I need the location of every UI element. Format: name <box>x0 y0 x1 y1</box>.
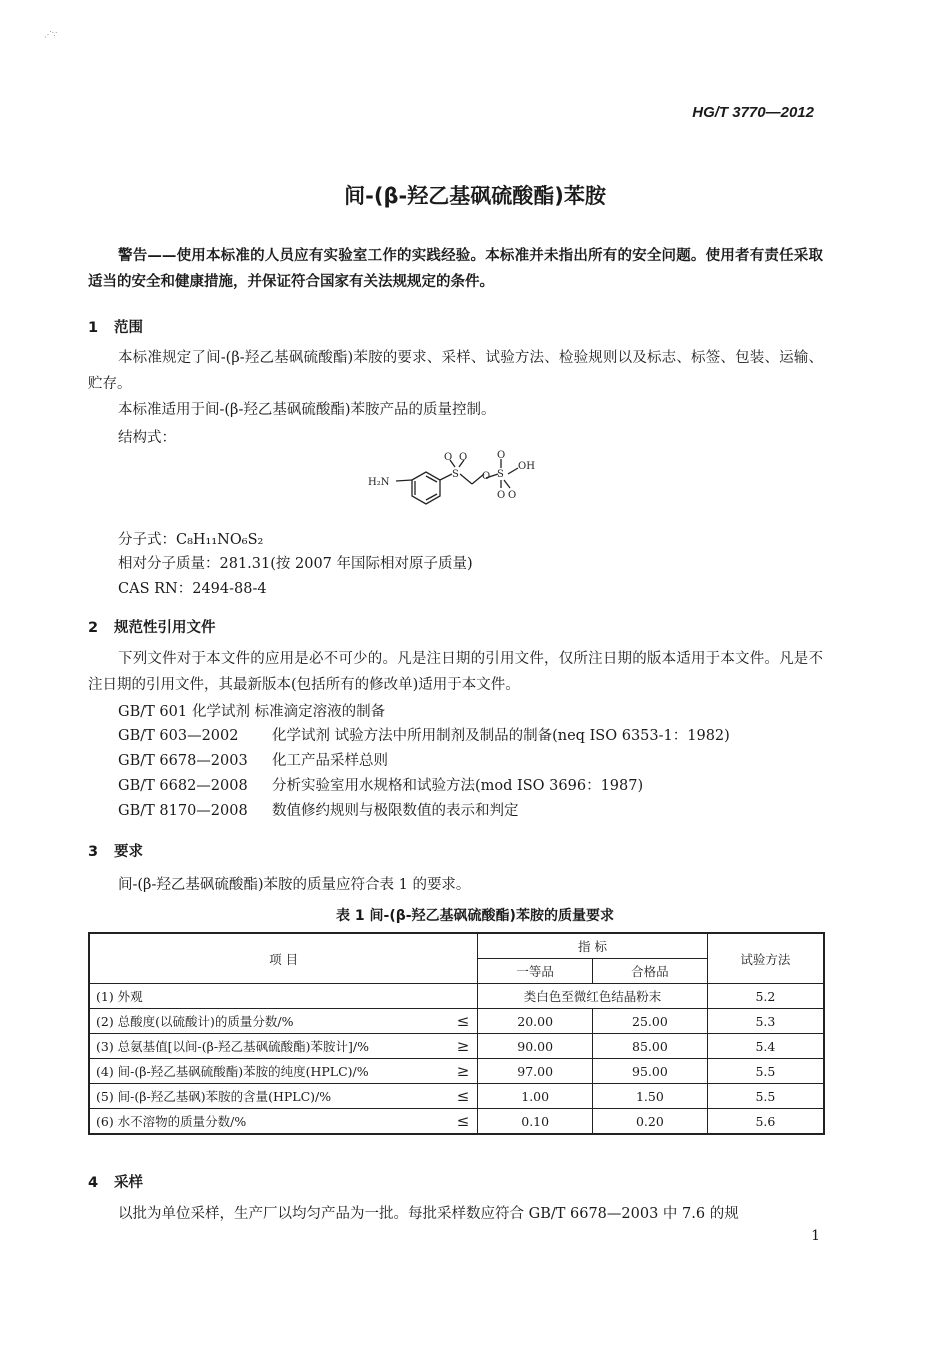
reference-code: GB/T 8170—2008 <box>118 803 248 819</box>
oxygen-label: O <box>497 490 506 501</box>
table-caption: 表 1 间-(β-羟乙基砜硫酸酯)苯胺的质量要求 <box>336 908 614 924</box>
section-title: 规范性引用文件 <box>114 620 216 636</box>
table-row <box>89 1009 824 1034</box>
comparison-symbol: ≥ <box>456 1037 470 1055</box>
section-3-heading <box>88 840 143 861</box>
method-cell: 5.4 <box>707 1034 824 1059</box>
column-header-item: 项 目 <box>89 933 478 984</box>
column-header-index: 指 标 <box>478 933 707 959</box>
comparison-symbol: ≤ <box>456 1087 470 1105</box>
section-2-heading <box>88 616 216 637</box>
reference-title: 数值修约规则与极限数值的表示和判定 <box>272 803 519 819</box>
method-cell: 5.3 <box>707 1009 824 1034</box>
section-title: 要求 <box>114 844 143 860</box>
item-text: (3) 总氨基值[以间-(β-羟乙基砜硫酸酯)苯胺计]/% <box>96 1039 369 1054</box>
oxygen-label: O <box>497 450 506 461</box>
item-cell <box>89 1109 478 1135</box>
column-header-method: 试验方法 <box>707 933 824 984</box>
table-row <box>89 1109 824 1135</box>
references-paragraph: 下列文件对于本文件的应用是必不可少的。凡是注日期的引用文件，仅所注日期的版本适用于本文件。凡是不注日期的引用文件，其最新版本(包括所有的修改单)适用于本文件。 <box>88 651 823 693</box>
method-cell: 5.5 <box>707 1084 824 1109</box>
molecular-formula: C₈H₁₁NO₆S₂ <box>176 532 264 548</box>
value-cell-grade-first: 0.10 <box>478 1109 593 1135</box>
comparison-symbol: ≤ <box>456 1012 470 1030</box>
value-cell-grade-first: 1.00 <box>478 1084 593 1109</box>
reference-item <box>118 799 519 820</box>
value-cell-grade-qualified: 0.20 <box>593 1109 708 1135</box>
sulfur-label-2: S <box>497 469 504 480</box>
scope-paragraph-2: 本标准适用于间-(β-羟乙基砜硫酸酯)苯胺产品的质量控制。 <box>118 402 496 418</box>
section-4-heading <box>88 1171 143 1192</box>
item-text: (4) 间-(β-羟乙基砜硫酸酯)苯胺的纯度(HPLC)/% <box>96 1064 369 1079</box>
comparison-symbol: ≤ <box>456 1112 470 1130</box>
amine-group-label: H₂N <box>368 477 390 488</box>
structure-label: 结构式： <box>118 430 176 446</box>
value-cell-grade-qualified: 95.00 <box>593 1059 708 1084</box>
value-cell-grade-first: 97.00 <box>478 1059 593 1084</box>
value-cell-merged: 类白色至微红色结晶粉末 <box>478 984 707 1009</box>
reference-item <box>118 774 643 795</box>
oxygen-label: O <box>459 452 468 463</box>
table-row <box>89 984 824 1009</box>
page-title: 间-(β-羟乙基砜硫酸酯)苯胺 <box>344 184 606 208</box>
item-cell: (1) 外观 <box>89 984 478 1009</box>
table-header-row <box>89 933 824 959</box>
formula-label: 分子式： <box>118 532 176 548</box>
method-cell: 5.5 <box>707 1059 824 1084</box>
method-cell: 5.2 <box>707 984 824 1009</box>
reference-item <box>118 724 730 745</box>
section-number: 2 <box>88 620 99 636</box>
warning-paragraph: 警告——使用本标准的人员应有实验室工作的实践经验。本标准并未指出所有的安全问题。使用者有责任采取适当的安全和健康措施，并保证符合国家有关法规规定的条件。 <box>88 248 823 290</box>
reference-title: 分析实验室用水规格和试验方法(mod ISO 3696：1987) <box>272 778 644 794</box>
structural-formula-figure <box>360 450 550 525</box>
benzene-ring <box>412 472 440 504</box>
sampling-paragraph: 以批为单位采样，生产厂以均匀产品为一批。每批采样数应符合 GB/T 6678—2003 中 7.6 的规 <box>118 1206 739 1222</box>
section-number: 3 <box>88 844 99 860</box>
oxygen-label: O <box>482 471 491 482</box>
reference-item <box>118 749 388 770</box>
standard-number: HG/T 3770—2012 <box>692 104 814 121</box>
value-cell-grade-first: 90.00 <box>478 1034 593 1059</box>
section-1-heading <box>88 316 143 337</box>
oxygen-label: O <box>444 452 453 463</box>
quality-requirements-table <box>88 932 825 1135</box>
table-row <box>89 1084 824 1109</box>
item-cell <box>89 1009 478 1034</box>
reference-title: 化学试剂 试验方法中所用制剂及制品的制备(neq ISO 6353-1：1982) <box>272 728 730 744</box>
item-cell <box>89 1034 478 1059</box>
page-number: 1 <box>811 1228 820 1244</box>
scope-paragraph-1: 本标准规定了间-(β-羟乙基砜硫酸酯)苯胺的要求、采样、试验方法、检验规则以及标志、标签、包装、运输、贮存。 <box>88 350 823 392</box>
section-number: 4 <box>88 1175 99 1191</box>
column-header-grade-qualified: 合格品 <box>593 959 708 984</box>
molecular-formula-line <box>118 528 263 549</box>
value-cell-grade-qualified: 25.00 <box>593 1009 708 1034</box>
reference-code: GB/T 601 <box>118 704 188 720</box>
value-cell-grade-qualified: 1.50 <box>593 1084 708 1109</box>
hydroxyl-label: OH <box>518 461 535 472</box>
section-title: 范围 <box>114 320 143 336</box>
molecular-mass: 相对分子质量：281.31(按 2007 年国际相对原子质量) <box>118 556 473 572</box>
item-text: (2) 总酸度(以硫酸计)的质量分数/% <box>96 1014 294 1029</box>
reference-code: GB/T 603—2002 <box>118 728 239 744</box>
column-header-grade-first: 一等品 <box>478 959 593 984</box>
reference-code: GB/T 6678—2003 <box>118 753 248 769</box>
method-cell: 5.6 <box>707 1109 824 1135</box>
section-number: 1 <box>88 320 99 336</box>
item-cell <box>89 1084 478 1109</box>
scan-artifact: ⋰∵ <box>44 30 58 39</box>
item-cell <box>89 1059 478 1084</box>
value-cell-grade-first: 20.00 <box>478 1009 593 1034</box>
sulfur-label-1: S <box>452 469 459 480</box>
item-text: (5) 间-(β-羟乙基砜)苯胺的含量(HPLC)/% <box>96 1089 332 1104</box>
reference-item <box>118 700 385 721</box>
item-text: (6) 水不溶物的质量分数/% <box>96 1114 247 1129</box>
comparison-symbol: ≥ <box>456 1062 470 1080</box>
requirements-paragraph: 间-(β-羟乙基砜硫酸酯)苯胺的质量应符合表 1 的要求。 <box>118 877 471 893</box>
value-cell-grade-qualified: 85.00 <box>593 1034 708 1059</box>
reference-title: 化工产品采样总则 <box>272 753 388 769</box>
section-title: 采样 <box>114 1175 143 1191</box>
cas-number: CAS RN：2494-88-4 <box>118 581 267 597</box>
table-row <box>89 1034 824 1059</box>
table-row <box>89 1059 824 1084</box>
reference-code: GB/T 6682—2008 <box>118 778 248 794</box>
oxygen-label: O <box>508 490 517 501</box>
reference-title: 化学试剂 标准滴定溶液的制备 <box>192 704 386 720</box>
